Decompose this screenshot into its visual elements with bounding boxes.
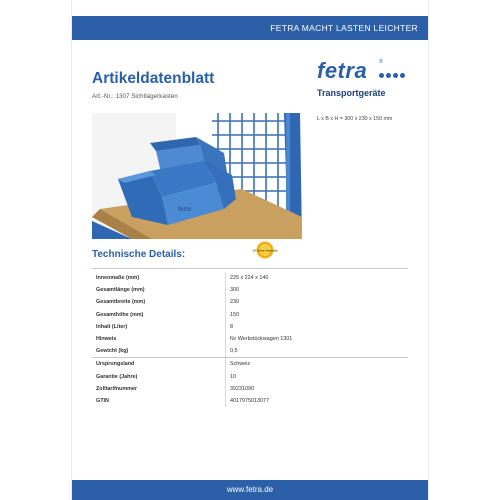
document-title: Artikeldatenblatt	[92, 70, 215, 87]
logo-subtitle: Transportgeräte	[317, 88, 386, 98]
spec-row-garantie	[92, 371, 408, 383]
spec-value: 230	[230, 299, 239, 306]
logo-dots-icon	[379, 73, 405, 78]
spec-value: 300	[230, 287, 239, 294]
spec-label: Gesamtbreite (mm)	[96, 299, 146, 306]
spec-value: 10	[230, 373, 236, 380]
spec-label: Hinweis	[96, 335, 117, 342]
spec-label: Garantie (Jahre)	[96, 373, 138, 380]
spec-label: Gesamtlänge (mm)	[96, 287, 145, 294]
warranty-badge-icon	[252, 241, 278, 259]
spec-row-gewicht	[92, 345, 408, 357]
spec-value: 0,5	[230, 348, 238, 355]
spec-row-gesamtbreite	[92, 296, 408, 308]
spec-label: Innenmaße (mm)	[96, 275, 140, 281]
logo-word: fetra	[317, 58, 368, 83]
spec-value: für Werkstückwagen 1301	[230, 335, 293, 342]
spec-label: Inhalt (Liter)	[96, 323, 128, 330]
spec-row-inhalt	[92, 321, 408, 333]
fetra-logo	[317, 58, 417, 100]
spec-value: 8	[230, 323, 233, 330]
spec-value: Schweiz	[230, 361, 251, 368]
section-divider	[92, 268, 408, 269]
spec-row-gesamthoehe	[92, 309, 408, 321]
spec-row-zolltarifnummer	[92, 383, 408, 395]
spec-value: 4017975013077	[230, 397, 269, 404]
spec-row-gesamtlaenge	[92, 284, 408, 296]
spec-label: Gewicht (kg)	[96, 348, 129, 355]
spec-value: 225 x 224 x 140	[230, 275, 269, 281]
spec-row-ursprungsland	[92, 357, 408, 370]
spec-label: Gesamthöhe (mm)	[96, 311, 144, 318]
spec-label: Ursprungsland	[96, 361, 135, 368]
product-dimensions: L x B x H = 300 x 230 x 150 mm	[317, 116, 393, 122]
spec-label: Zolltarifnummer	[96, 385, 138, 392]
header-tagline: FETRA MACHT LASTEN LEICHTER	[270, 23, 418, 33]
logo-registered-mark: ®	[379, 59, 383, 65]
spec-label: GTIN	[96, 397, 109, 404]
warranty-badge-label: 10 Jahre Garantie	[252, 248, 278, 253]
datasheet-page	[72, 0, 428, 500]
spec-row-innenmasse	[92, 272, 408, 284]
product-photo	[92, 113, 302, 239]
spec-value: 39231090	[230, 385, 254, 392]
footer-bar	[72, 480, 428, 500]
footer-url[interactable]: www.fetra.de	[226, 485, 274, 494]
spec-row-gtin	[92, 395, 408, 407]
article-number: Art.-Nr.: 1307 Sichtlagerkasten	[92, 93, 178, 100]
spec-row-hinweis	[92, 333, 408, 345]
header-bar	[72, 16, 428, 40]
spec-table	[92, 272, 408, 407]
bin-imprint: fetra	[178, 207, 192, 213]
details-heading: Technische Details:	[92, 249, 186, 260]
spec-value: 150	[230, 311, 239, 318]
product-photo-illustration	[92, 113, 302, 239]
